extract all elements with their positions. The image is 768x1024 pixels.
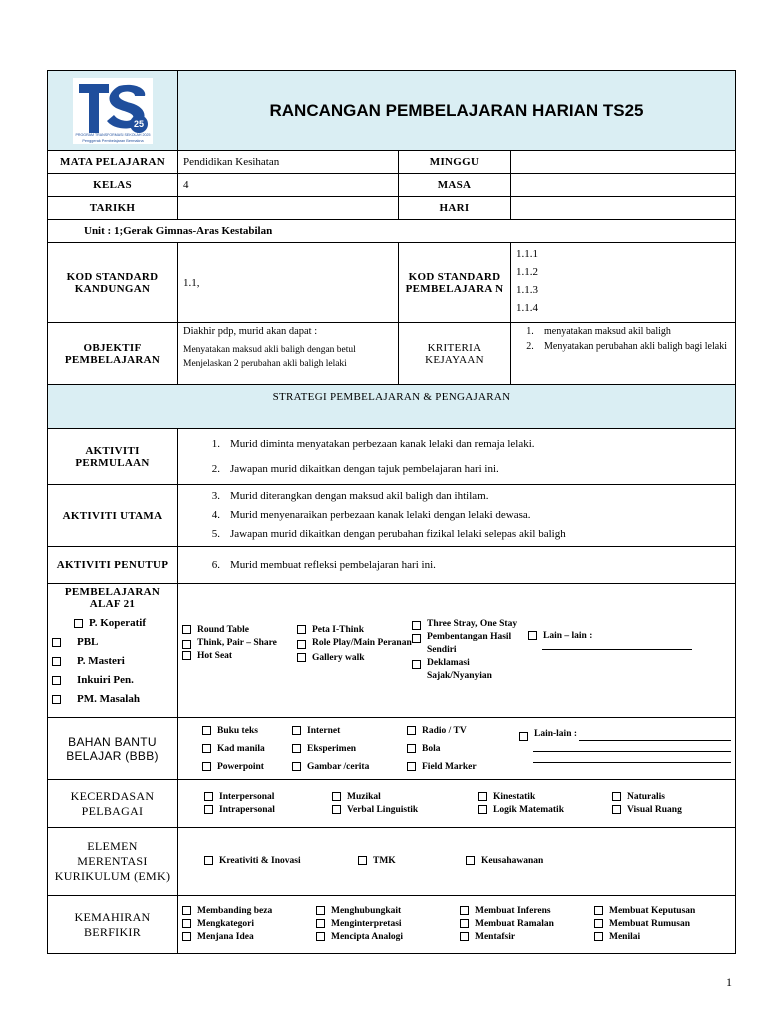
aktiviti-penutup-list — [178, 547, 736, 584]
activity-item: 5. Jawapan murid dikaitkan dengan perubahan fizikal lelaki selepas akil baligh — [211, 528, 566, 540]
bbb-option[interactable]: Gambar /cerita — [292, 758, 407, 776]
alaf21-lain[interactable]: Lain – lain : — [528, 630, 731, 643]
bbb-options — [178, 718, 736, 780]
alaf21-option[interactable]: Role Play/Main Peranan — [297, 637, 412, 650]
minggu-label: MINGGU — [399, 151, 511, 174]
kemahiran-option[interactable]: Menghubungkait — [316, 905, 460, 918]
kriteria-label: KRITERIA KEJAYAAN — [399, 323, 511, 385]
alaf21-option[interactable]: PM. Masalah — [52, 690, 173, 709]
emk-option[interactable]: Kreativiti & Inovasi — [204, 855, 358, 868]
kod-kandungan-label: KOD STANDARD KANDUNGAN — [48, 243, 178, 323]
kemahiran-option[interactable]: Membuat Keputusan — [594, 905, 731, 918]
activity-item: 1. Murid diminta menyatakan perbezaan kanak lelaki dan remaja lelaki. — [211, 437, 535, 450]
bbb-option[interactable]: Kad manila — [202, 740, 292, 758]
alaf21-option[interactable]: Peta I-Think — [297, 624, 412, 637]
mata-pelajaran-value: Pendidikan Kesihatan — [178, 151, 399, 174]
alaf21-label: PEMBELAJARAN ALAF 21 — [64, 586, 161, 610]
kod-pembelajaran-values — [511, 243, 736, 323]
kecerdasan-option[interactable]: Muzikal — [332, 791, 478, 804]
lesson-plan-sheet — [47, 70, 735, 954]
bbb-label: BAHAN BANTU BELAJAR (BBB) — [48, 718, 178, 780]
bbb-option[interactable]: Internet — [292, 722, 407, 740]
objektif-intro: Diakhir pdp, murid akan dapat : — [183, 326, 318, 337]
alaf21-option[interactable]: P. Koperatif — [52, 614, 173, 633]
alaf21-option[interactable]: Inkuiri Pen. — [52, 671, 173, 690]
kemahiran-option[interactable]: Menilai — [594, 931, 731, 944]
tarikh-label: TARIKH — [48, 197, 178, 220]
masa-value — [511, 174, 736, 197]
kemahiran-option[interactable]: Membuat Rumusan — [594, 918, 731, 931]
bbb-option[interactable]: Buku teks — [202, 722, 292, 740]
kecerdasan-option[interactable]: Verbal Linguistik — [332, 804, 478, 817]
svg-text:Penggerak Pembelajaran Bermakn: Penggerak Pembelajaran Bermakna — [81, 138, 144, 143]
activity-item: 6. Murid membuat refleksi pembelajaran hari ini. — [211, 558, 436, 571]
kod-item: 1.1.3 — [516, 284, 538, 296]
kecerdasan-option[interactable]: Intrapersonal — [204, 804, 332, 817]
page-number: 1 — [726, 975, 732, 989]
ts25-logo — [73, 78, 153, 144]
emk-option[interactable]: TMK — [358, 855, 466, 868]
kemahiran-option[interactable]: Membanding beza — [182, 905, 316, 918]
kemahiran-option[interactable]: Mengkategori — [182, 918, 316, 931]
strategi-title: STRATEGI PEMBELAJARAN & PENGAJARAN — [48, 385, 736, 429]
bbb-lain-line[interactable] — [533, 751, 731, 752]
bbb-lain[interactable]: Lain-lain : — [519, 728, 731, 741]
aktiviti-penutup-label: AKTIVITI PENUTUP — [48, 547, 178, 584]
alaf21-option[interactable]: Three Stray, One Stay — [412, 618, 528, 631]
kecerdasan-option[interactable]: Kinestatik — [478, 791, 612, 804]
aktiviti-utama-label: AKTIVITI UTAMA — [48, 485, 178, 547]
emk-option[interactable]: Keusahawanan — [466, 855, 731, 868]
kemahiran-option[interactable]: Membuat Inferens — [460, 905, 594, 918]
aktiviti-permulaan-list — [178, 429, 736, 485]
kemahiran-option[interactable]: Membuat Ramalan — [460, 918, 594, 931]
alaf21-cell — [48, 584, 178, 718]
aktiviti-utama-list — [178, 485, 736, 547]
kecerdasan-option[interactable]: Interpersonal — [204, 791, 332, 804]
logo-cell — [48, 71, 178, 151]
kriteria-list — [511, 323, 736, 385]
kriteria-item: 1. menyatakan maksud akil baligh — [526, 326, 671, 337]
kelas-value: 4 — [178, 174, 399, 197]
kriteria-item: 2. Menyatakan perubahan akli baligh bagi lelaki — [526, 341, 727, 352]
kod-pembelajaran-label: KOD STANDARD PEMBELAJARA N — [399, 243, 511, 323]
bbb-option[interactable]: Eksperimen — [292, 740, 407, 758]
objektif-content — [178, 323, 399, 385]
unit-title: Unit : 1;Gerak Gimnas-Aras Kestabilan — [48, 220, 736, 243]
lesson-plan-table — [47, 70, 736, 954]
objektif-line: Menyatakan maksud akli baligh dengan betul — [183, 345, 356, 355]
alaf21-option[interactable]: Think, Pair – Share — [182, 637, 297, 650]
kecerdasan-options — [178, 780, 736, 828]
kemahiran-option[interactable]: Mencipta Analogi — [316, 931, 460, 944]
kelas-label: KELAS — [48, 174, 178, 197]
tarikh-value — [178, 197, 399, 220]
alaf21-option[interactable]: Deklamasi Sajak/Nyanyian — [412, 657, 528, 683]
kemahiran-option[interactable]: Menginterpretasi — [316, 918, 460, 931]
bbb-option[interactable]: Powerpoint — [202, 758, 292, 776]
minggu-value — [511, 151, 736, 174]
emk-options — [178, 828, 736, 896]
bbb-lain-line[interactable] — [533, 762, 731, 763]
header-row — [48, 71, 736, 151]
bbb-option[interactable]: Radio / TV — [407, 722, 519, 740]
kecerdasan-option[interactable]: Logik Matematik — [478, 804, 612, 817]
kod-item: 1.1.2 — [516, 266, 538, 278]
alaf21-option[interactable]: PBL — [52, 633, 173, 652]
hari-label: HARI — [399, 197, 511, 220]
alaf21-options — [178, 584, 736, 718]
alaf21-option[interactable]: Hot Seat — [182, 650, 297, 663]
activity-item: 3. Murid diterangkan dengan maksud akil baligh dan ihtilam. — [211, 490, 489, 502]
alaf21-lain-line[interactable] — [542, 649, 692, 650]
mata-pelajaran-label: MATA PELAJARAN — [48, 151, 178, 174]
alaf21-option[interactable]: Pembentangan Hasil Sendiri — [412, 631, 528, 657]
kod-item: 1.1.4 — [516, 302, 538, 314]
svg-text:25: 25 — [133, 118, 144, 129]
alaf21-option[interactable]: Gallery walk — [297, 652, 412, 665]
kod-item: 1.1.1 — [516, 248, 538, 260]
page-title: RANCANGAN PEMBELAJARAN HARIAN TS25 — [178, 71, 736, 151]
kecerdasan-label: KECERDASAN PELBAGAI — [48, 780, 178, 828]
masa-label: MASA — [399, 174, 511, 197]
activity-item: 2. Jawapan murid dikaitkan dengan tajuk pembelajaran hari ini. — [211, 462, 499, 475]
emk-label: ELEMEN MERENTASI KURIKULUM (EMK) — [48, 828, 178, 896]
kod-kandungan-value: 1.1, — [178, 243, 399, 323]
objektif-label: OBJEKTIF PEMBELAJARAN — [48, 323, 178, 385]
bbb-option[interactable]: Bola — [407, 740, 519, 758]
alaf21-option[interactable]: P. Masteri — [52, 652, 173, 671]
aktiviti-permulaan-label: AKTIVITI PERMULAAN — [48, 429, 178, 485]
kemahiran-option[interactable]: Mentafsir — [460, 931, 594, 944]
kecerdasan-option[interactable]: Naturalis — [612, 791, 731, 804]
kemahiran-option[interactable]: Menjana Idea — [182, 931, 316, 944]
kemahiran-label: KEMAHIRAN BERFIKIR — [48, 896, 178, 954]
objektif-line: Menjelaskan 2 perubahan akli baligh lelaki — [183, 359, 347, 369]
hari-value — [511, 197, 736, 220]
kecerdasan-option[interactable]: Visual Ruang — [612, 804, 731, 817]
alaf21-option[interactable]: Round Table — [182, 624, 297, 637]
activity-item: 4. Murid menyenaraikan perbezaan kanak lelaki dengan lelaki dewasa. — [211, 509, 531, 521]
kemahiran-options — [178, 896, 736, 954]
svg-text:PROGRAM TRANSFORMASI SEKOLAH 2: PROGRAM TRANSFORMASI SEKOLAH 2025 — [74, 132, 151, 137]
bbb-option[interactable]: Field Marker — [407, 758, 519, 776]
